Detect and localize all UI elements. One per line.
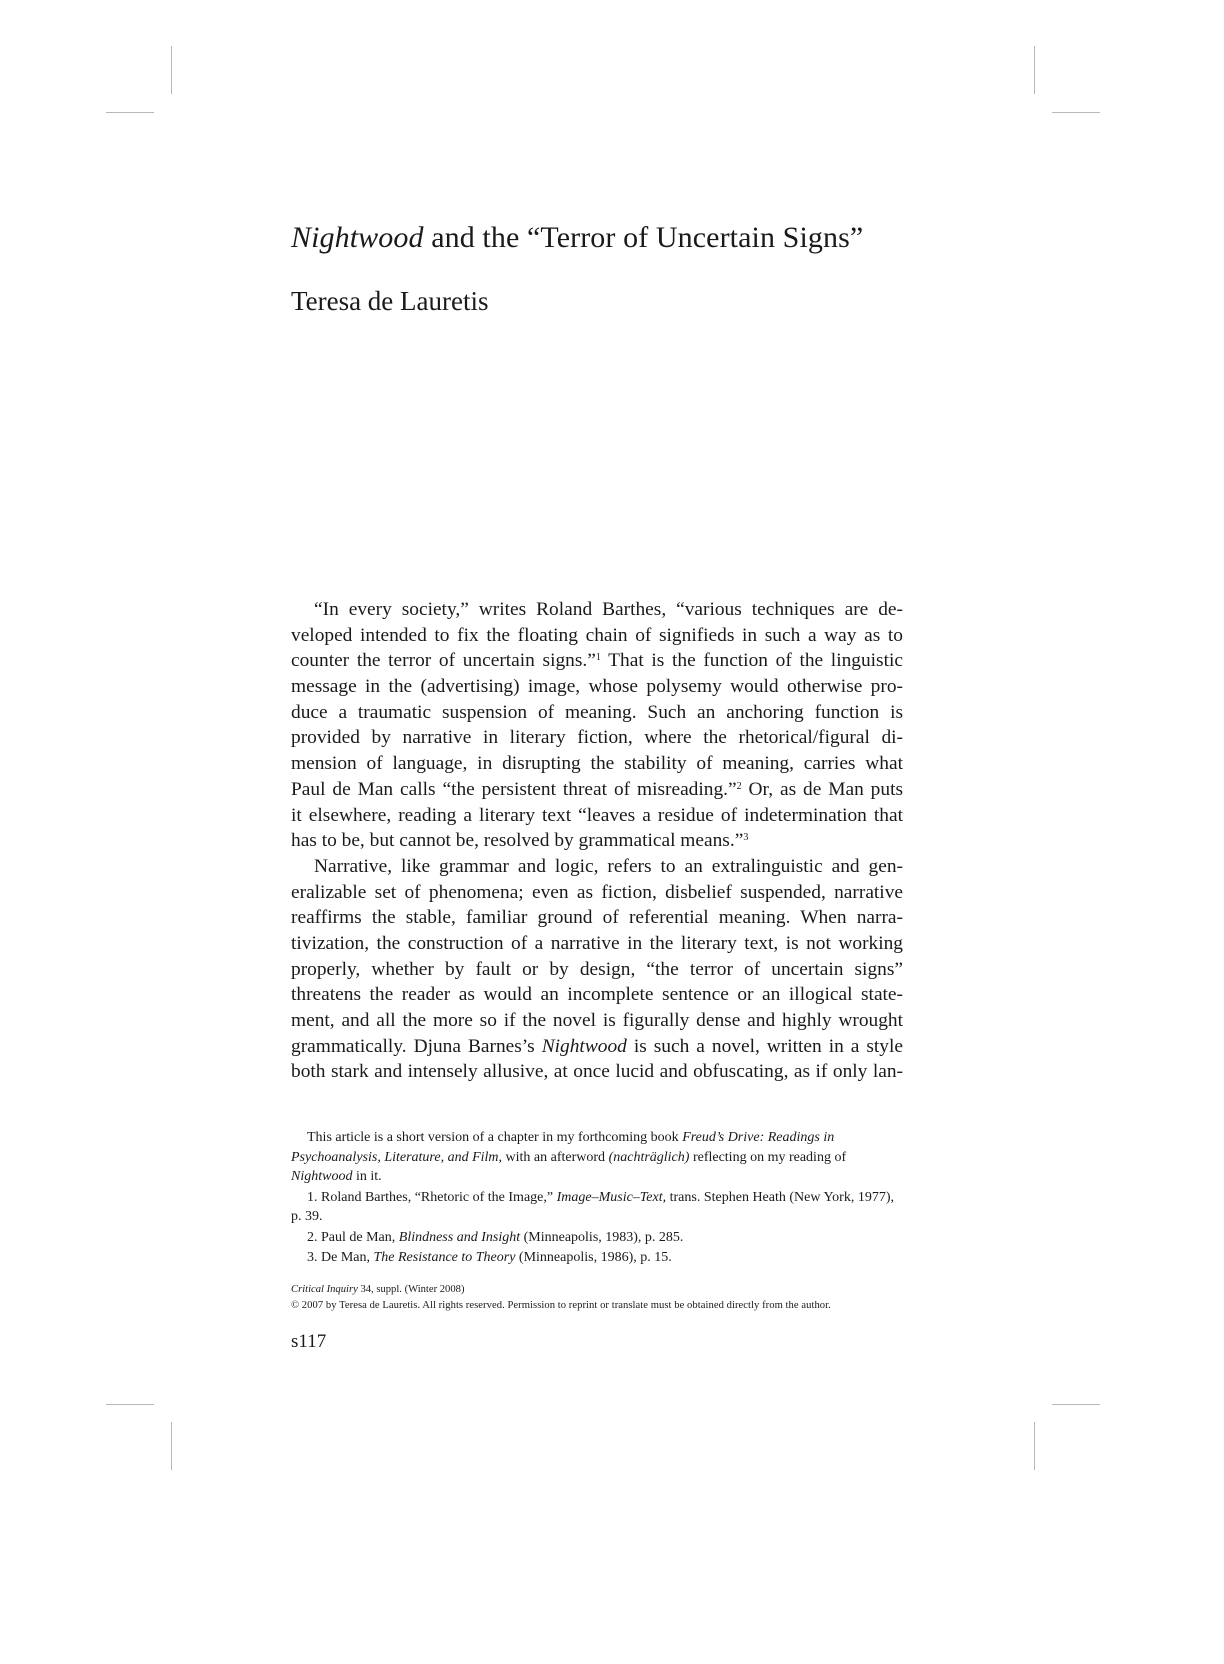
article-title-italic: Nightwood: [291, 221, 424, 254]
body-line: “In every society,” writes Roland Barthes, “various techniques are de-: [314, 599, 903, 620]
body-line: eralizable set of phenomena; even as fiction, disbelief suspended, narrative: [291, 881, 903, 903]
crop-mark-top-right-vertical: [1034, 46, 1035, 94]
crop-mark-top-left-vertical: [171, 46, 172, 94]
body-line: [291, 777, 903, 803]
footnote-text: (Minneapolis, 1986), p. 15.: [515, 1250, 672, 1265]
footnote-book-title: Freud’s Drive: Readings in Psychoanalysis, Literature, and Film,: [291, 1130, 835, 1165]
footnote-work-title: The Resistance to Theory: [373, 1250, 516, 1265]
body-line: message in the (advertising) image, whose polysemy would otherwise pro-: [291, 676, 903, 698]
footnote-ref-2: 2: [736, 780, 742, 792]
footnote-text: (Minneapolis, 1983), p. 285.: [520, 1229, 684, 1245]
body-line: [291, 828, 903, 854]
crop-mark-top-right-horizontal: [1052, 112, 1100, 113]
footnote-work-title: Image–Music–Text,: [556, 1189, 667, 1205]
body-line-italic: Nightwood: [541, 1035, 627, 1057]
body-line: it elsewhere, reading a literary text “leaves a residue of indetermination that: [291, 804, 903, 826]
footnote-text: reflecting on my reading of: [689, 1149, 847, 1165]
body-line: ment, and all the more so if the novel is figurally dense and highly wrought: [291, 1010, 903, 1031]
footnote-ref-1: 1: [595, 652, 601, 664]
journal-issue: 34, suppl. (Winter 2008): [357, 1284, 465, 1295]
footnote-text: This article is a short version of a chapter in my forthcoming book: [307, 1130, 683, 1145]
footnote-ref-3: 3: [743, 832, 749, 844]
body-line: mension of language, in disrupting the stability of meaning, carries what: [291, 753, 903, 775]
footnote-text: 3. De Man,: [307, 1250, 374, 1265]
footnote-text: in it.: [352, 1169, 382, 1184]
body-line: properly, whether by fault or by design, “the terror of uncertain signs”: [291, 958, 903, 980]
footnote-text: 2. Paul de Man,: [307, 1229, 399, 1245]
journal-name: Critical Inquiry: [291, 1284, 358, 1295]
body-line: threatens the reader as would an incomplete sentence or an illogical state-: [291, 984, 903, 1006]
body-line: tivization, the construction of a narrative in the literary text, is not working: [291, 932, 903, 954]
journal-citation: [291, 1282, 464, 1298]
crop-mark-bottom-left-horizontal: [106, 1404, 154, 1405]
body-line: Narrative, like grammar and logic, refers to an extralinguistic and gen-: [314, 855, 903, 877]
footnotes: [291, 1128, 903, 1269]
article-title-rest: and the “Terror of Uncertain Signs”: [423, 221, 864, 254]
body-text: [291, 597, 903, 1085]
footnote-book-title: Nightwood: [291, 1169, 353, 1184]
body-line: duce a traumatic suspension of meaning. Such an anchoring function is: [291, 701, 903, 723]
crop-mark-top-left-horizontal: [106, 112, 154, 113]
article-title: [291, 220, 991, 256]
page-number: s117: [291, 1331, 327, 1352]
body-line-segment: Or, as de Man puts: [741, 778, 904, 800]
footnote-text: trans. Stephen Heath (New York, 1977), p. 39.: [291, 1189, 894, 1224]
footnote-3: [291, 1248, 903, 1268]
body-line: both stark and intensely allusive, at once lucid and obfuscating, as if only lan-: [291, 1061, 903, 1083]
footnote-text: with an afterword: [502, 1149, 609, 1165]
crop-mark-bottom-right-horizontal: [1052, 1404, 1100, 1405]
footnote-2: [291, 1228, 903, 1248]
body-line: reaffirms the stable, familiar ground of referential meaning. When narra-: [291, 907, 903, 929]
body-line: [291, 1034, 903, 1060]
body-line-segment: is such a novel, written in a style: [626, 1035, 903, 1057]
body-line-segment: Paul de Man calls “the persistent threat of misreading.”: [291, 778, 737, 800]
crop-mark-bottom-right-vertical: [1034, 1422, 1035, 1470]
footnote-work-title: Blindness and Insight: [398, 1229, 521, 1245]
footnote-term: (nachträglich): [608, 1149, 690, 1165]
article-author: Teresa de Lauretis: [291, 286, 489, 316]
body-line-segment: That is the function of the linguistic: [600, 650, 903, 672]
body-line: veloped intended to fix the floating chain of signifieds in such a way as to: [291, 624, 903, 646]
body-line-segment: has to be, but cannot be, resolved by grammatical means.”: [291, 830, 744, 852]
footnote-intro: [291, 1128, 903, 1187]
copyright-notice: © 2007 by Teresa de Lauretis. All rights reserved. Permission to reprint or translate must be obtained directly from the author.: [291, 1300, 831, 1311]
body-line-segment: counter the terror of uncertain signs.”: [291, 650, 596, 672]
footnote-1: [291, 1188, 903, 1227]
crop-mark-bottom-left-vertical: [171, 1422, 172, 1470]
body-line: provided by narrative in literary fiction, where the rhetorical/figural di-: [291, 727, 903, 749]
body-line-segment: grammatically. Djuna Barnes’s: [291, 1035, 542, 1057]
footnote-text: 1. Roland Barthes, “Rhetoric of the Image,”: [307, 1189, 557, 1205]
body-line: [291, 648, 903, 674]
